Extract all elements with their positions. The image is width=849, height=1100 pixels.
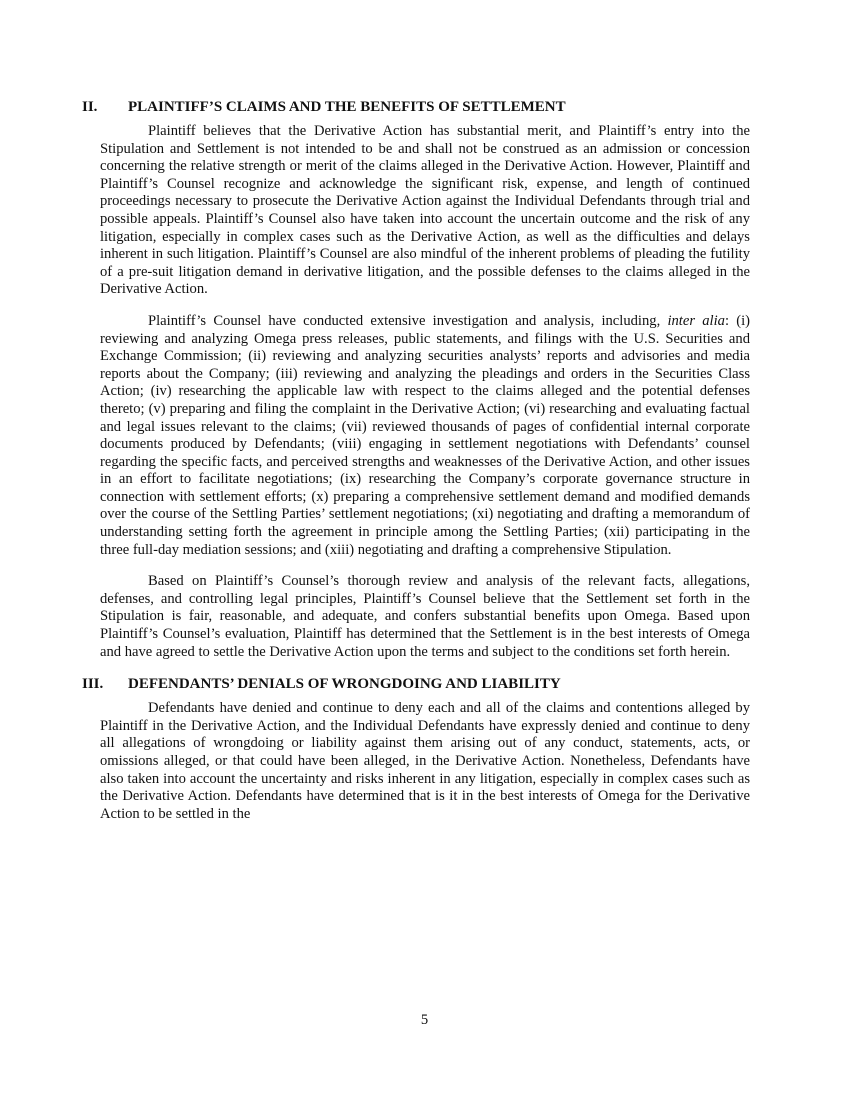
section-iii-title: DEFENDANTS’ DENIALS OF WRONGDOING AND LIABILITY xyxy=(128,676,561,693)
section-ii-paragraph-3: Based on Plaintiff’s Counsel’s thorough review and analysis of the relevant facts, allegations, defenses, and controlling legal principles, Plaintiff’s Counsel believe that the Settlement set forth in the Stipulation is fair, reasonable, and adequate, and confers substantial benefits upon Omega. Based upon Plaintiff’s Counsel’s evaluation, Plaintiff has determined that the Settlement is in the best interests of Omega and have agreed to settle the Derivative Action upon the terms and subject to the conditions set forth herein. xyxy=(100,573,750,660)
section-iii-number: III. xyxy=(82,676,104,693)
section-iii-heading xyxy=(82,675,750,693)
document-page xyxy=(82,98,751,837)
section-ii-heading xyxy=(82,98,750,116)
paragraph-2-rest: : (i) reviewing and analyzing Omega press releases, public statements, and filings with the U.S. Securities and Exchange Commission; (ii) reviewing and analyzing securities analysts’ reports and advisories and media reports about the Company; (iii) reviewing and analyzing the pleadings and orders in the Securities Class Action; (iv) researching the applicable law with respect to the claims alleged and the potential defenses thereto; (v) preparing and filing the complaint in the Derivative Action; (vi) researching and evaluating factual and legal issues relevant to the claims; (vii) reviewed thousands of pages of confidential internal corporate documents produced by Defendants; (viii) engaging in settlement negotiations with Defendants’ counsel regarding the specific facts, and perceived strengths and weaknesses of the Derivative Action, and other issues in an effort to facilitate negotiations; (ix) researching the Company’s corporate governance structure in connection with settlement efforts; (x) preparing a comprehensive settlement demand and modified demands over the course of the Settling Parties’ settlement negotiations; (xi) negotiating and drafting a memorandum of understanding setting forth the agreement in principle among the Settling Parties; (xii) participating in the three full-day mediation sessions; and (xiii) negotiating and drafting a comprehensive Stipulation. xyxy=(100,312,751,558)
section-ii-title: PLAINTIFF’S CLAIMS AND THE BENEFITS OF SETTLEMENT xyxy=(128,99,566,115)
paragraph-2-italic: inter alia xyxy=(667,312,725,329)
section-ii-number: II. xyxy=(82,99,98,115)
paragraph-2-lead: Plaintiff’s Counsel have conducted extensive investigation and analysis, including, xyxy=(148,312,668,329)
section-ii-paragraph-2 xyxy=(100,313,750,559)
section-ii-paragraph-1: Plaintiff believes that the Derivative Action has substantial merit, and Plaintiff’s entry into the Stipulation and Settlement is not intended to be and shall not be construed as an admission or concession concerning the relative strength or merit of the claims alleged in the Derivative Action. However, Plaintiff and Plaintiff’s Counsel recognize and acknowledge the significant risk, expense, and length of continued proceedings necessary to prosecute the Derivative Action against the Individual Defendants through trial and possible appeals. Plaintiff’s Counsel also have taken into account the uncertain outcome and the risk of any litigation, especially in complex cases such as the Derivative Action, as well as the difficulties and delays inherent in such litigation. Plaintiff’s Counsel are also mindful of the inherent problems of pleading the futility of a pre-suit litigation demand in derivative litigation, and the possible defenses to the claims alleged in the Derivative Action. xyxy=(100,123,750,298)
page-number: 5 xyxy=(420,1012,429,1028)
section-iii-paragraph: Defendants have denied and continue to deny each and all of the claims and contentions alleged by Plaintiff in the Derivative Action, and the Individual Defendants have expressly denied and continue to deny all allegations of wrongdoing or liability against them arising out of any conduct, statements, acts, or omissions alleged, or that could have been alleged, in the Derivative Action. Nonetheless, Defendants have also taken into account the uncertainty and risks inherent in any litigation, especially in complex cases such as the Derivative Action. Defendants have determined that is it in the best interests of Omega for the Derivative Action to be settled in the xyxy=(100,700,750,822)
